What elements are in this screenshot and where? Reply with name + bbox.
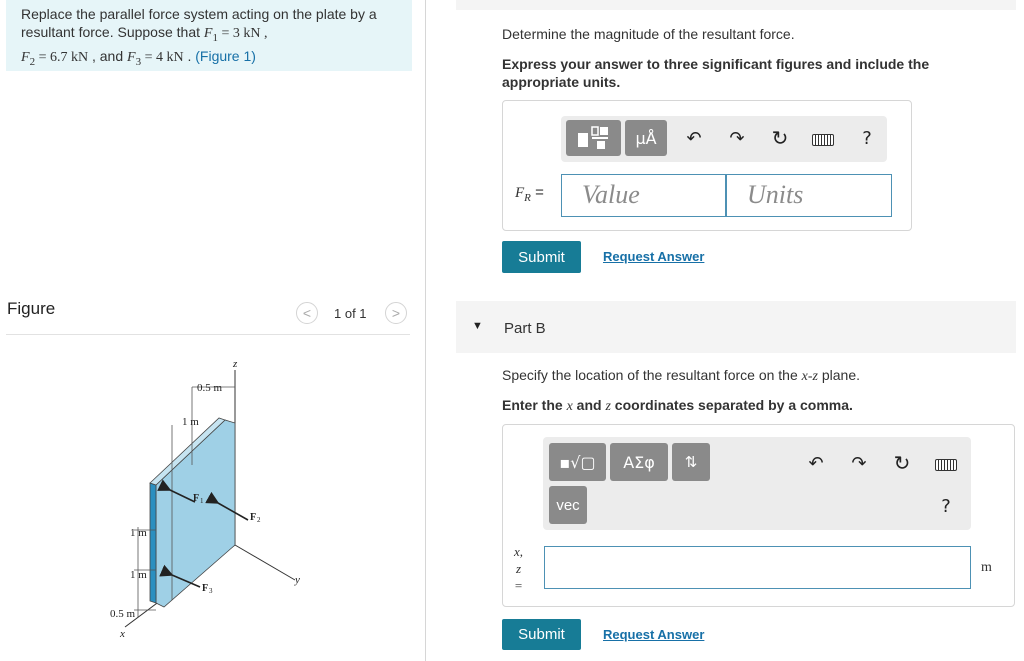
keyboard-button[interactable] — [812, 134, 834, 146]
f2-subscript: 2 — [29, 55, 36, 68]
partb-instruction — [502, 397, 853, 415]
problem-statement — [6, 0, 412, 71]
greek-button[interactable]: ΑΣφ — [610, 443, 668, 481]
value-input[interactable] — [561, 174, 726, 217]
dim-05m-top: 0.5 m — [197, 382, 223, 394]
problem-line-1: Replace the parallel force system acting on the plate by a — [21, 6, 377, 22]
figure-link[interactable]: (Figure 1) — [195, 47, 256, 64]
keyboard-icon — [935, 459, 957, 471]
f2-label-sub: 2 — [257, 516, 261, 524]
chevron-left-icon: < — [302, 305, 312, 321]
parta-question: Determine the magnitude of the resultant force. — [502, 26, 795, 42]
problem-line-3 — [21, 47, 398, 71]
units-placeholder: Units — [747, 180, 804, 209]
vec-button[interactable]: vec — [549, 486, 587, 524]
value-placeholder: Value — [582, 180, 640, 209]
f3-label-sub: 3 — [209, 587, 213, 595]
f2-label: F — [250, 512, 257, 523]
y-axis — [235, 545, 295, 580]
units-button[interactable]: μÅ — [625, 120, 667, 156]
period: . — [183, 47, 196, 64]
undo-icon: ↶ — [686, 127, 702, 149]
f1-subscript: 1 — [212, 31, 218, 44]
partb-instr-z: z — [605, 399, 611, 414]
arrows-button[interactable]: ⇅ — [672, 443, 710, 481]
f1-symbol: F — [203, 26, 213, 41]
template-icon — [576, 125, 612, 151]
figure-divider — [6, 334, 410, 335]
f1-label: F — [193, 493, 200, 504]
f2-symbol: F — [21, 49, 30, 65]
figure-prev-button[interactable] — [296, 302, 318, 324]
unit-label: m — [981, 560, 992, 575]
partb-title: Part B — [504, 320, 546, 337]
reset-icon: ↻ — [893, 451, 911, 475]
and-text: , and — [88, 47, 127, 64]
partb-header[interactable] — [456, 301, 1016, 353]
undo-icon: ↶ — [808, 452, 824, 474]
templates-button[interactable]: ▪√▢ — [549, 443, 606, 481]
fr-subscript: R — [524, 192, 531, 204]
parta-instruction: Express your answer to three significant figures and include the appropriate units. — [502, 56, 930, 90]
problem-text: resultant force. Suppose that — [21, 24, 204, 40]
fr-symbol: F — [515, 185, 525, 201]
collapse-triangle-icon: ▼ — [472, 320, 483, 332]
z-label: z — [233, 358, 238, 370]
plate-edge — [150, 483, 156, 603]
partb-submit-button[interactable]: Submit — [502, 619, 581, 650]
xz-input[interactable] — [544, 546, 971, 589]
partb-help-button[interactable]: ? — [941, 495, 951, 517]
f3-symbol: F — [127, 49, 136, 65]
redo-button[interactable] — [726, 127, 748, 149]
problem-line-2 — [21, 23, 398, 47]
top-bar — [456, 0, 1016, 10]
undo-button[interactable] — [683, 127, 705, 149]
figure-next-button[interactable] — [385, 302, 407, 324]
dim-1m-top: 1 m — [182, 416, 199, 428]
xz-label-x: x, — [514, 544, 524, 559]
f1-label-sub: 1 — [200, 497, 204, 505]
f3-value: = 4 kN — [141, 49, 184, 65]
partb-instr-and: and — [572, 397, 606, 413]
f3-label: F — [202, 583, 209, 594]
f2-value: = 6.7 kN — [35, 49, 89, 65]
f1-value: = 3 kN , — [217, 26, 268, 41]
f3-subscript: 3 — [135, 55, 142, 68]
partb-request-answer-link[interactable]: Request Answer — [603, 627, 705, 642]
partb-instr-text: Enter the — [502, 397, 567, 413]
redo-icon: ↷ — [729, 127, 745, 149]
partb-question-text: Specify the location of the resultant force on the — [502, 367, 802, 383]
template-button[interactable] — [566, 120, 621, 156]
xz-label — [514, 543, 523, 594]
plate-figure — [100, 355, 310, 645]
xz-label-eq: = — [514, 578, 523, 593]
units-input[interactable] — [726, 174, 892, 217]
partb-plane: x-z — [801, 369, 818, 384]
partb-redo-button[interactable] — [848, 452, 870, 474]
keyboard-icon — [812, 134, 834, 146]
xz-label-z: z — [515, 561, 522, 576]
dim-05m-bottom: 0.5 m — [110, 608, 136, 620]
fr-equals: = — [530, 184, 544, 201]
x-label: x — [120, 628, 125, 640]
partb-question — [502, 367, 860, 385]
help-button[interactable]: ? — [862, 127, 872, 149]
reset-icon: ↻ — [771, 126, 789, 150]
partb-instr-x: x — [566, 399, 573, 414]
dim-1m-b: 1 m — [130, 569, 147, 581]
dim-1m-a: 1 m — [130, 527, 147, 539]
parta-submit-button[interactable]: Submit — [502, 241, 581, 273]
reset-button[interactable] — [769, 127, 791, 149]
redo-icon: ↷ — [851, 452, 867, 474]
column-divider — [425, 0, 426, 661]
fr-label — [515, 184, 544, 204]
partb-question-suffix: plane. — [817, 367, 861, 383]
figure-count: 1 of 1 — [334, 306, 367, 321]
partb-reset-button[interactable] — [891, 452, 913, 474]
parta-request-answer-link[interactable]: Request Answer — [603, 249, 705, 264]
partb-instr-suffix: coordinates separated by a comma. — [610, 397, 853, 413]
chevron-right-icon: > — [391, 305, 401, 321]
y-label: y — [295, 574, 300, 586]
partb-keyboard-button[interactable] — [935, 459, 957, 471]
figure-title: Figure — [7, 299, 56, 318]
partb-undo-button[interactable] — [805, 452, 827, 474]
